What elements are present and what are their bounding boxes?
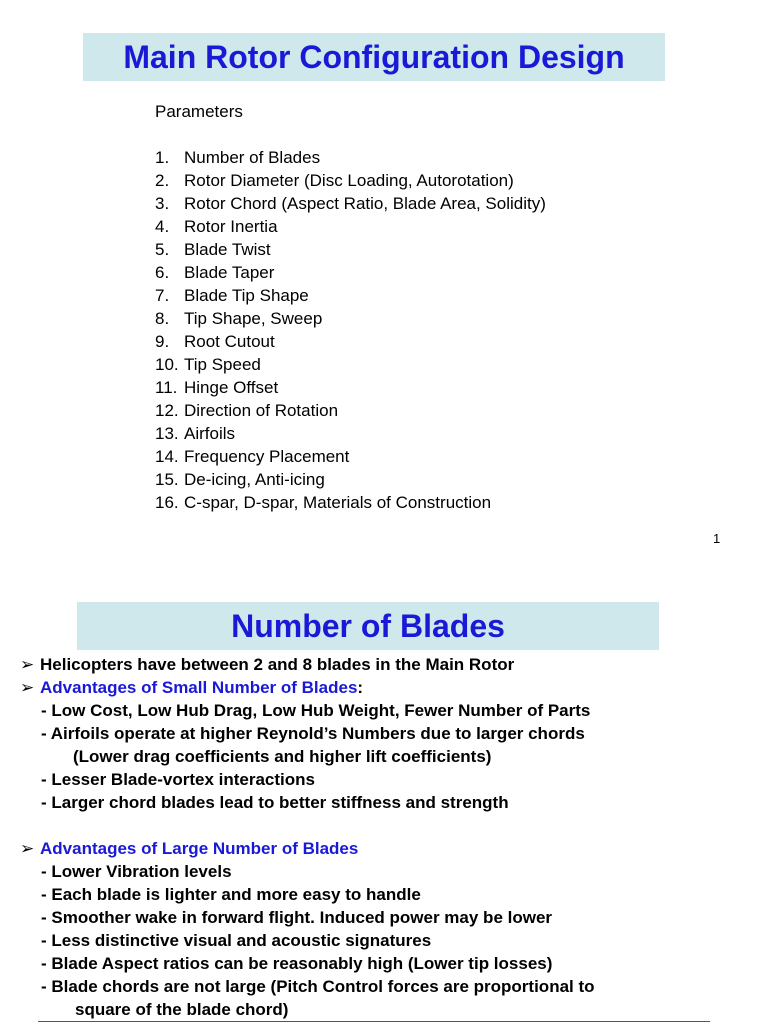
item-number: 1.: [155, 148, 170, 167]
page-title: Main Rotor Configuration Design: [123, 38, 625, 75]
item-text: Tip Speed: [184, 355, 261, 374]
item-number: 4.: [155, 217, 170, 236]
list-item: - Less distinctive visual and acoustic signatures: [41, 931, 432, 950]
number-of-blades-title-box: [77, 602, 659, 650]
list-item: - Airfoils operate at higher Reynold’s Numbers due to larger chords: [41, 724, 585, 743]
large-blades-heading: Advantages of Large Number of Blades: [40, 839, 359, 858]
item-text: Rotor Chord (Aspect Ratio, Blade Area, Solidity): [184, 194, 546, 213]
list-item: [155, 355, 546, 378]
item-text: Root Cutout: [184, 332, 275, 351]
section-title: Number of Blades: [231, 607, 505, 644]
item-text: Frequency Placement: [184, 447, 350, 466]
item-text: Airfoils: [184, 424, 236, 443]
bullet-line: [20, 839, 760, 862]
item-number: 13.: [155, 424, 179, 443]
list-item: (Lower drag coefficients and higher lift coefficients): [73, 747, 492, 766]
item-number: 16.: [155, 493, 179, 512]
list-item: [155, 148, 546, 171]
item-number: 10.: [155, 355, 179, 374]
list-item: [155, 332, 546, 355]
divider: [38, 1021, 710, 1022]
list-item: [155, 171, 546, 194]
list-item: - Blade chords are not large (Pitch Control forces are proportional to: [41, 977, 595, 996]
item-text: Direction of Rotation: [184, 401, 339, 420]
bullet-line: [20, 678, 760, 701]
item-number: 2.: [155, 171, 170, 190]
list-item: - Lower Vibration levels: [41, 862, 232, 881]
list-item: [155, 378, 546, 401]
list-item: - Lesser Blade-vortex interactions: [41, 770, 315, 789]
page-number: 1: [713, 531, 721, 546]
list-item: [155, 401, 546, 424]
bullet-line: [20, 655, 760, 678]
spacer: [20, 816, 760, 839]
item-number: 7.: [155, 286, 170, 305]
main-rotor-title-box: [83, 33, 665, 81]
item-number: 5.: [155, 240, 170, 259]
arrow-bullet-icon: ➢: [20, 839, 35, 858]
list-item: square of the blade chord): [75, 1000, 289, 1019]
list-item: [155, 263, 546, 286]
item-number: 15.: [155, 470, 179, 489]
list-item: [155, 309, 546, 332]
item-text: C-spar, D-spar, Materials of Construction: [184, 493, 492, 512]
list-item: [155, 286, 546, 309]
list-item: - Each blade is lighter and more easy to handle: [41, 885, 421, 904]
list-item: - Low Cost, Low Hub Drag, Low Hub Weight, Fewer Number of Parts: [41, 701, 591, 720]
list-item: [155, 240, 546, 263]
parameters-heading: Parameters: [155, 102, 243, 121]
heading-colon: :: [357, 678, 364, 697]
item-number: 8.: [155, 309, 170, 328]
small-blades-heading: Advantages of Small Number of Blades: [40, 678, 358, 697]
list-item: [155, 424, 546, 447]
item-text: Number of Blades: [184, 148, 321, 167]
list-item: [155, 447, 546, 470]
item-number: 12.: [155, 401, 179, 420]
item-text: Hinge Offset: [184, 378, 279, 397]
parameters-list: [155, 148, 546, 516]
list-item: [155, 493, 546, 516]
list-item: - Blade Aspect ratios can be reasonably high (Lower tip losses): [41, 954, 553, 973]
item-number: 14.: [155, 447, 179, 466]
item-number: 3.: [155, 194, 170, 213]
item-text: Blade Twist: [184, 240, 271, 259]
list-item: - Larger chord blades lead to better stiffness and strength: [41, 793, 509, 812]
list-item: - Smoother wake in forward flight. Induced power may be lower: [41, 908, 553, 927]
item-number: 11.: [155, 378, 178, 397]
item-text: Blade Taper: [184, 263, 275, 282]
item-text: Rotor Inertia: [184, 217, 278, 236]
arrow-bullet-icon: ➢: [20, 655, 35, 674]
list-item: [155, 194, 546, 217]
list-item: [155, 217, 546, 240]
arrow-bullet-icon: ➢: [20, 678, 35, 697]
list-item: [155, 470, 546, 493]
blades-content: [20, 655, 760, 1023]
item-number: 6.: [155, 263, 170, 282]
item-text: Blade Tip Shape: [184, 286, 309, 305]
item-text: Tip Shape, Sweep: [184, 309, 323, 328]
bullet-text: Helicopters have between 2 and 8 blades in the Main Rotor: [40, 655, 515, 674]
item-text: De-icing, Anti-icing: [184, 470, 325, 489]
item-number: 9.: [155, 332, 170, 351]
item-text: Rotor Diameter (Disc Loading, Autorotation): [184, 171, 514, 190]
